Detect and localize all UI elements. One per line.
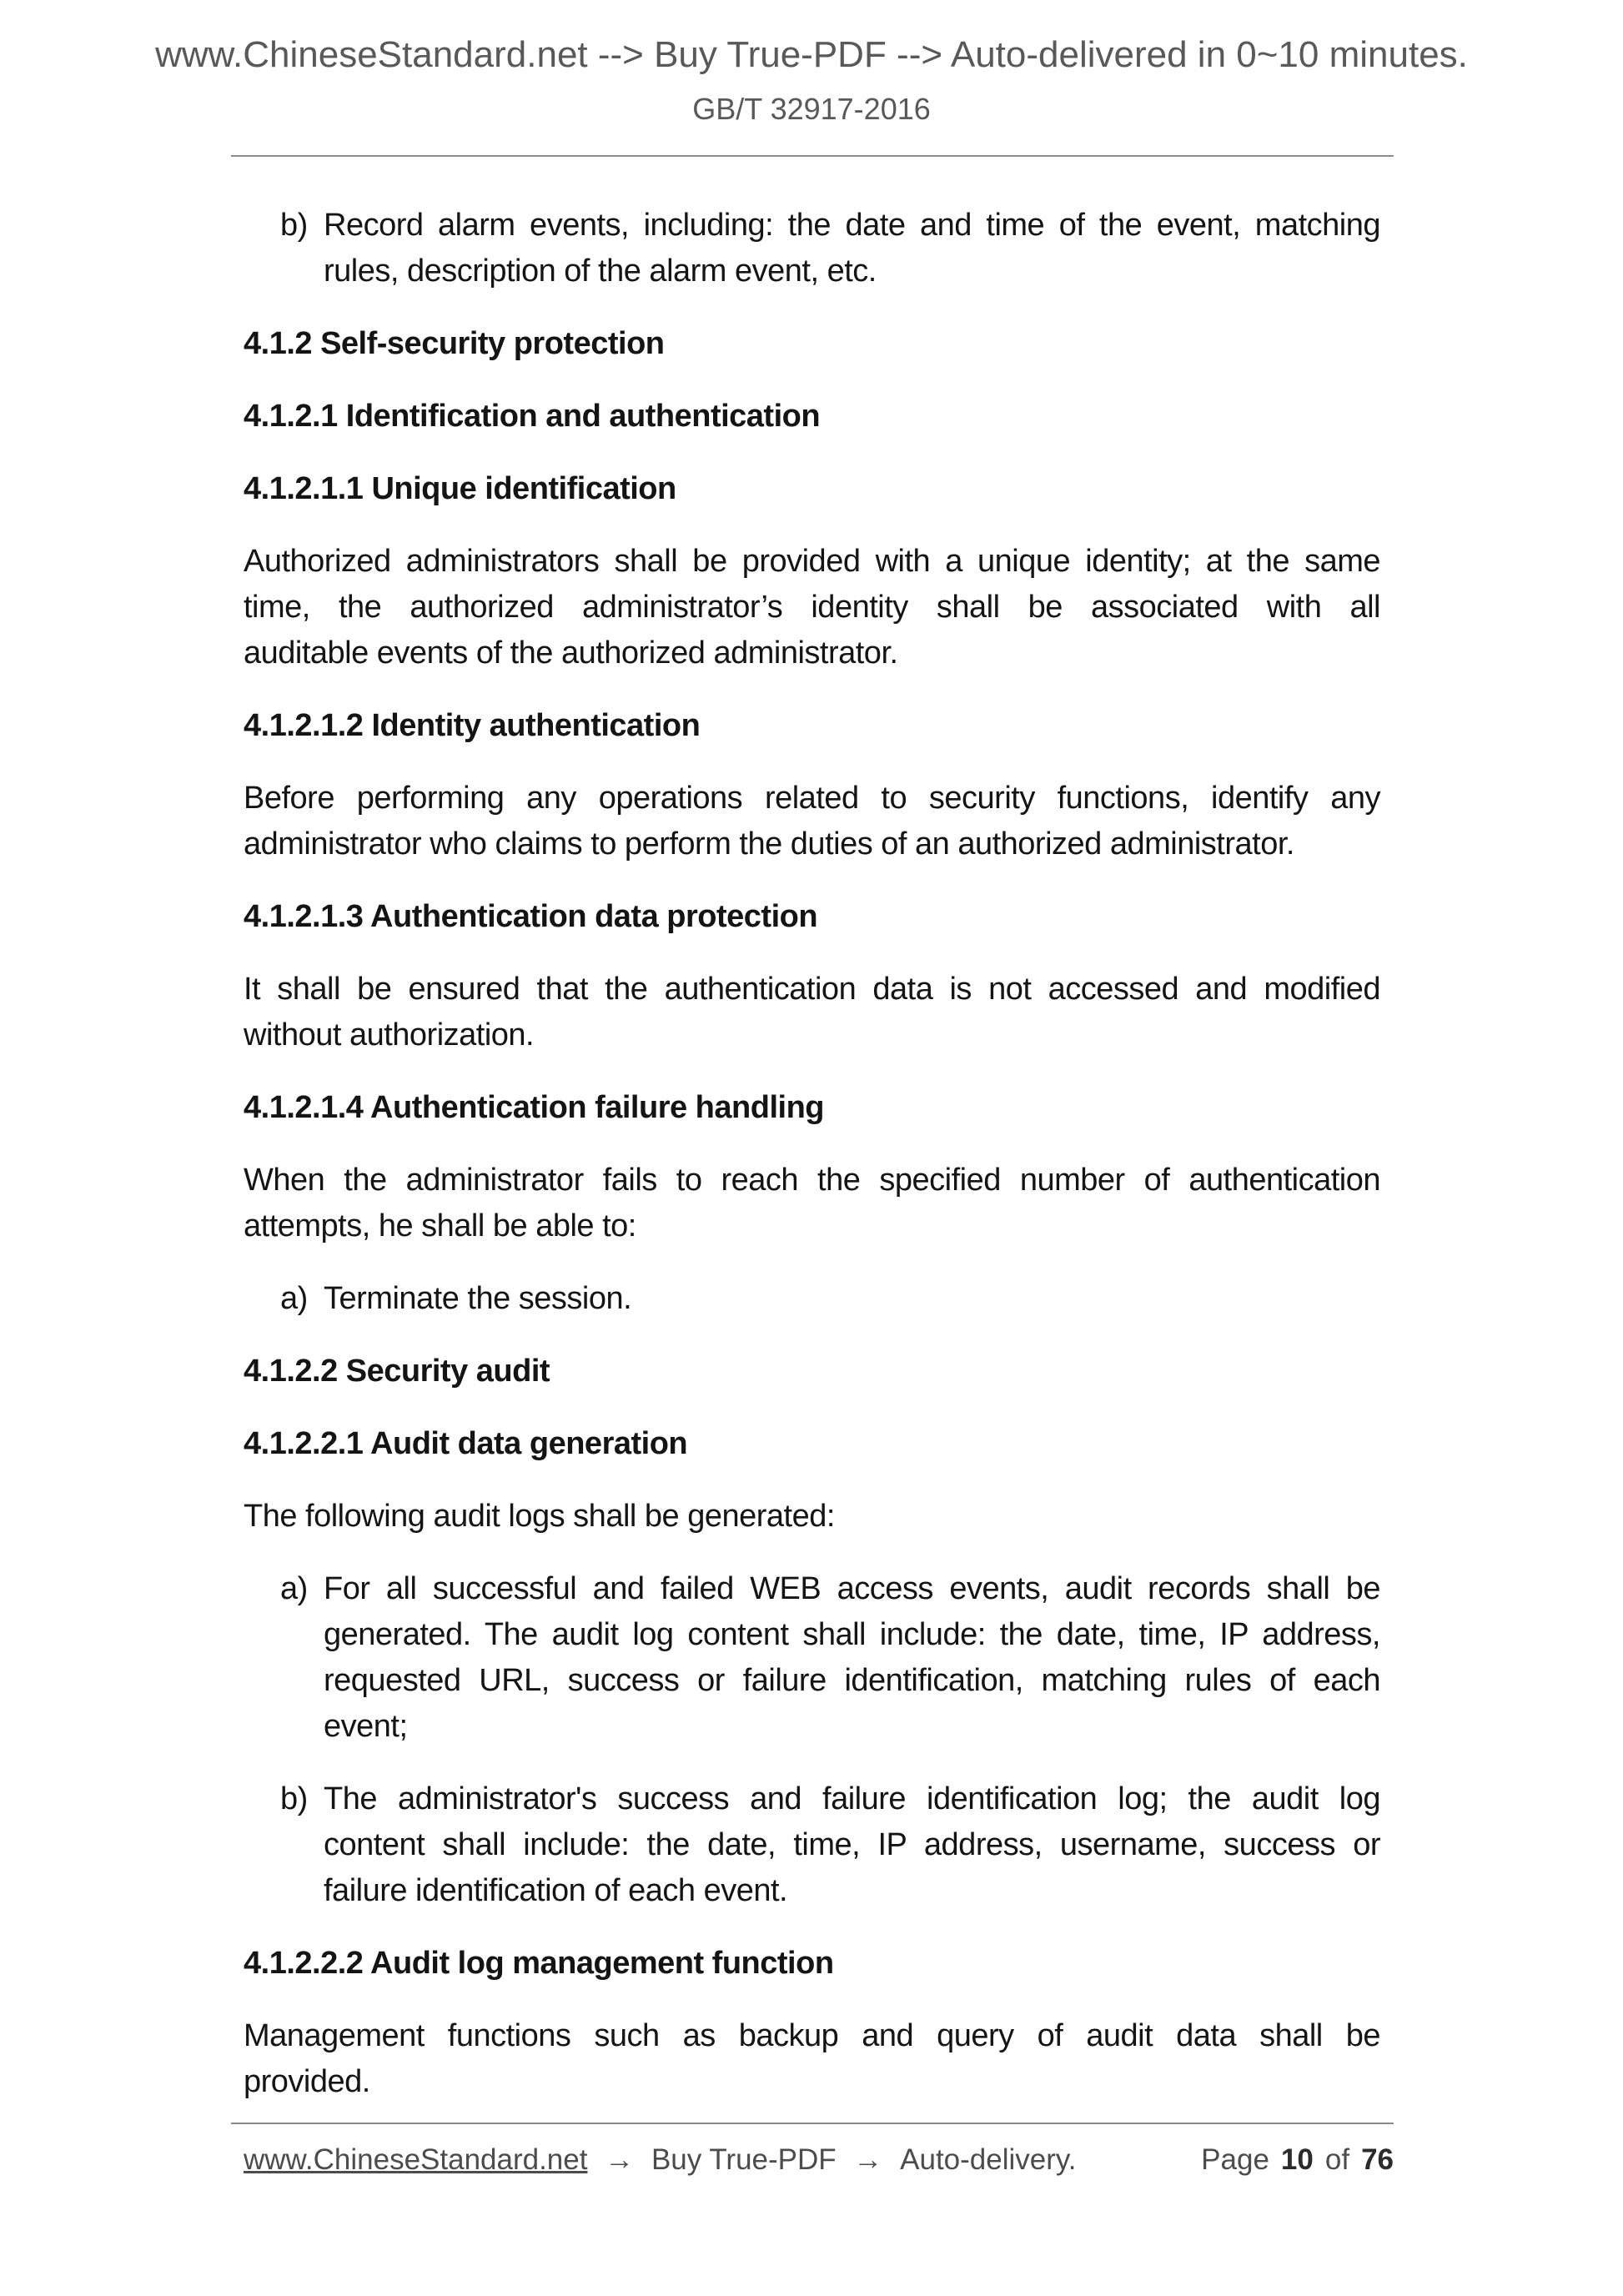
text-line: requested URL, success or failure identification, matching rules of each: [324, 1663, 1380, 1698]
footer-divider: [231, 2123, 1394, 2124]
section-heading: [244, 1941, 1380, 1987]
list-label: b): [280, 1781, 308, 1816]
text-line: b) Record alarm events, including: the date and time of the event, matching: [324, 203, 1380, 249]
section-heading: [244, 394, 1380, 440]
list-item: [244, 1276, 1380, 1322]
list-item: [244, 203, 1380, 294]
section-heading: [244, 1085, 1380, 1131]
section-heading: [244, 1421, 1380, 1467]
arrow-right-icon: →: [853, 2143, 883, 2176]
text-line: 4.1.2.2 Security audit: [244, 1354, 550, 1389]
text-line: b) The administrator's success and failure identification log; the audit log: [324, 1776, 1380, 1822]
text-line: time, the authorized administrator’s identity shall be associated with all: [244, 590, 1380, 625]
text-line: 4.1.2.1 Identification and authentication: [244, 399, 821, 434]
text-line: failure identification of each event.: [324, 1873, 788, 1908]
text-line: Authorized administrators shall be provided with a unique identity; at the same: [244, 544, 1380, 579]
paragraph: [244, 967, 1380, 1058]
footer-delivery-text: Auto-delivery.: [900, 2143, 1077, 2176]
text-line: 4.1.2.1.3 Authentication data protection: [244, 899, 818, 934]
text-line: administrator who claims to perform the duties of an authorized administrator.: [244, 826, 1294, 862]
page-indicator: [1201, 2140, 1394, 2180]
text-line: event;: [324, 1709, 408, 1744]
page-current: 10: [1280, 2143, 1314, 2176]
list-label: b): [280, 208, 308, 243]
page-label: Page: [1201, 2143, 1269, 2176]
text-line: It shall be ensured that the authentication data is not accessed and modified: [244, 972, 1380, 1007]
text-line: a) Terminate the session.: [324, 1276, 1380, 1322]
document-body: [244, 203, 1380, 2132]
list-item: [244, 1566, 1380, 1750]
header-divider: [231, 155, 1394, 157]
footer-left: [244, 2140, 1077, 2180]
text-line: The following audit logs shall be generated:: [244, 1499, 835, 1534]
text-line: generated. The audit log content shall include: the date, time, IP address,: [324, 1617, 1380, 1652]
list-label: a): [280, 1281, 308, 1316]
section-heading: [244, 321, 1380, 367]
text-line: 4.1.2.1.2 Identity authentication: [244, 708, 701, 743]
text-line: rules, description of the alarm event, etc.: [324, 254, 877, 289]
page-total: 76: [1361, 2143, 1394, 2176]
text-line: content shall include: the date, time, IP address, username, success or: [324, 1827, 1380, 1862]
text-line: provided.: [244, 2064, 370, 2099]
section-heading: [244, 894, 1380, 940]
text-line: Before performing any operations related to security functions, identify any: [244, 781, 1380, 816]
paragraph: [244, 1158, 1380, 1249]
text-line: When the administrator fails to reach the specified number of authentication: [244, 1163, 1380, 1198]
list-label: a): [280, 1571, 308, 1606]
footer-site-link[interactable]: www.ChineseStandard.net: [244, 2143, 588, 2176]
paragraph: [244, 1494, 1380, 1540]
list-item: [244, 1776, 1380, 1914]
header-tagline: www.ChineseStandard.net --> Buy True-PDF --> Auto-delivered in 0~10 minutes.: [155, 34, 1468, 75]
text-line: a) For all successful and failed WEB access events, audit records shall be: [324, 1566, 1380, 1612]
text-line: 4.1.2 Self-security protection: [244, 326, 665, 361]
text-line: attempts, he shall be able to:: [244, 1208, 636, 1243]
text-line: 4.1.2.1.1 Unique identification: [244, 471, 676, 506]
section-heading: [244, 466, 1380, 512]
paragraph: [244, 539, 1380, 676]
paragraph: [244, 776, 1380, 867]
arrow-right-icon: →: [605, 2143, 635, 2176]
text-line: without authorization.: [244, 1017, 535, 1053]
text-line: Management functions such as backup and query of audit data shall be: [244, 2018, 1380, 2053]
text-line: 4.1.2.2.1 Audit data generation: [244, 1426, 688, 1461]
section-heading: [244, 1349, 1380, 1394]
paragraph: [244, 2013, 1380, 2105]
section-heading: [244, 703, 1380, 749]
text-line: 4.1.2.2.2 Audit log management function: [244, 1946, 834, 1981]
of-label: of: [1324, 2143, 1350, 2176]
doc-number: GB/T 32917-2016: [692, 92, 931, 126]
text-line: auditable events of the authorized administrator.: [244, 636, 898, 671]
footer: [244, 2140, 1394, 2180]
footer-buy-text: Buy True-PDF: [651, 2143, 837, 2176]
text-line: 4.1.2.1.4 Authentication failure handling: [244, 1090, 824, 1125]
